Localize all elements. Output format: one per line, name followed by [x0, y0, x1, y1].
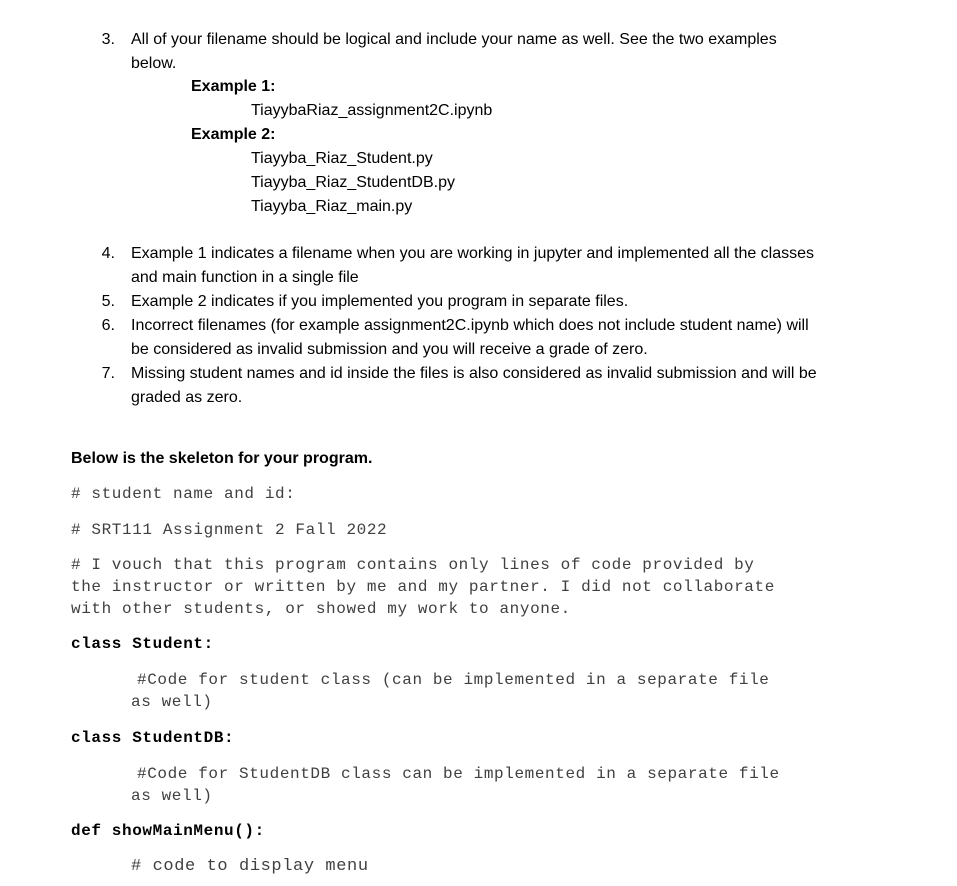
- code-comment: # code to display menu: [131, 857, 369, 876]
- code-comment: #Code for StudentDB class can be implemented in a separate file: [137, 765, 780, 783]
- code-comment: # I vouch that this program contains only lines of code provided by: [71, 556, 755, 574]
- code-comment: as well): [131, 693, 213, 711]
- example-filename: TiayybaRiaz_assignment2C.ipynb: [251, 102, 493, 119]
- skeleton-heading: Below is the skeleton for your program.: [71, 450, 373, 467]
- list-text: Example 1 indicates a filename when you are working in jupyter and implemented all the classes: [131, 245, 815, 262]
- list-number: 6.: [101, 317, 115, 334]
- example-filename: Tiayyba_Riaz_StudentDB.py: [251, 174, 455, 191]
- code-comment: #Code for student class (can be implemented in a separate file: [137, 671, 770, 689]
- list-number: 4.: [101, 245, 115, 262]
- list-text: Example 2 indicates if you implemented you program in separate files.: [131, 293, 629, 310]
- code-comment: # student name and id:: [71, 485, 296, 503]
- example-label: Example 1:: [191, 78, 276, 95]
- list-text: below.: [131, 55, 177, 72]
- code-class-studentdb: class StudentDB:: [71, 729, 235, 747]
- list-text: All of your filename should be logical and include your name as well. See the two examples: [131, 31, 777, 48]
- code-comment: the instructor or written by me and my partner. I did not collaborate: [71, 578, 775, 596]
- list-number: 3.: [101, 31, 115, 48]
- example-label: Example 2:: [191, 126, 276, 143]
- list-text: be considered as invalid submission and you will receive a grade of zero.: [131, 341, 648, 358]
- list-number: 7.: [101, 365, 115, 382]
- list-text: Incorrect filenames (for example assignment2C.ipynb which does not include student name) will: [131, 317, 809, 334]
- list-text: graded as zero.: [131, 389, 243, 406]
- example-filename: Tiayyba_Riaz_main.py: [251, 198, 413, 215]
- code-comment: # SRT111 Assignment 2 Fall 2022: [71, 521, 388, 539]
- list-number: 5.: [101, 293, 115, 310]
- list-text: Missing student names and id inside the files is also considered as invalid submission and will be: [131, 365, 817, 382]
- code-class-student: class Student:: [71, 635, 214, 653]
- list-text: and main function in a single file: [131, 269, 359, 286]
- example-filename: Tiayyba_Riaz_Student.py: [251, 150, 433, 167]
- code-def-showmainmenu: def showMainMenu():: [71, 822, 265, 840]
- code-comment: with other students, or showed my work to anyone.: [71, 600, 571, 618]
- code-comment: as well): [131, 787, 213, 805]
